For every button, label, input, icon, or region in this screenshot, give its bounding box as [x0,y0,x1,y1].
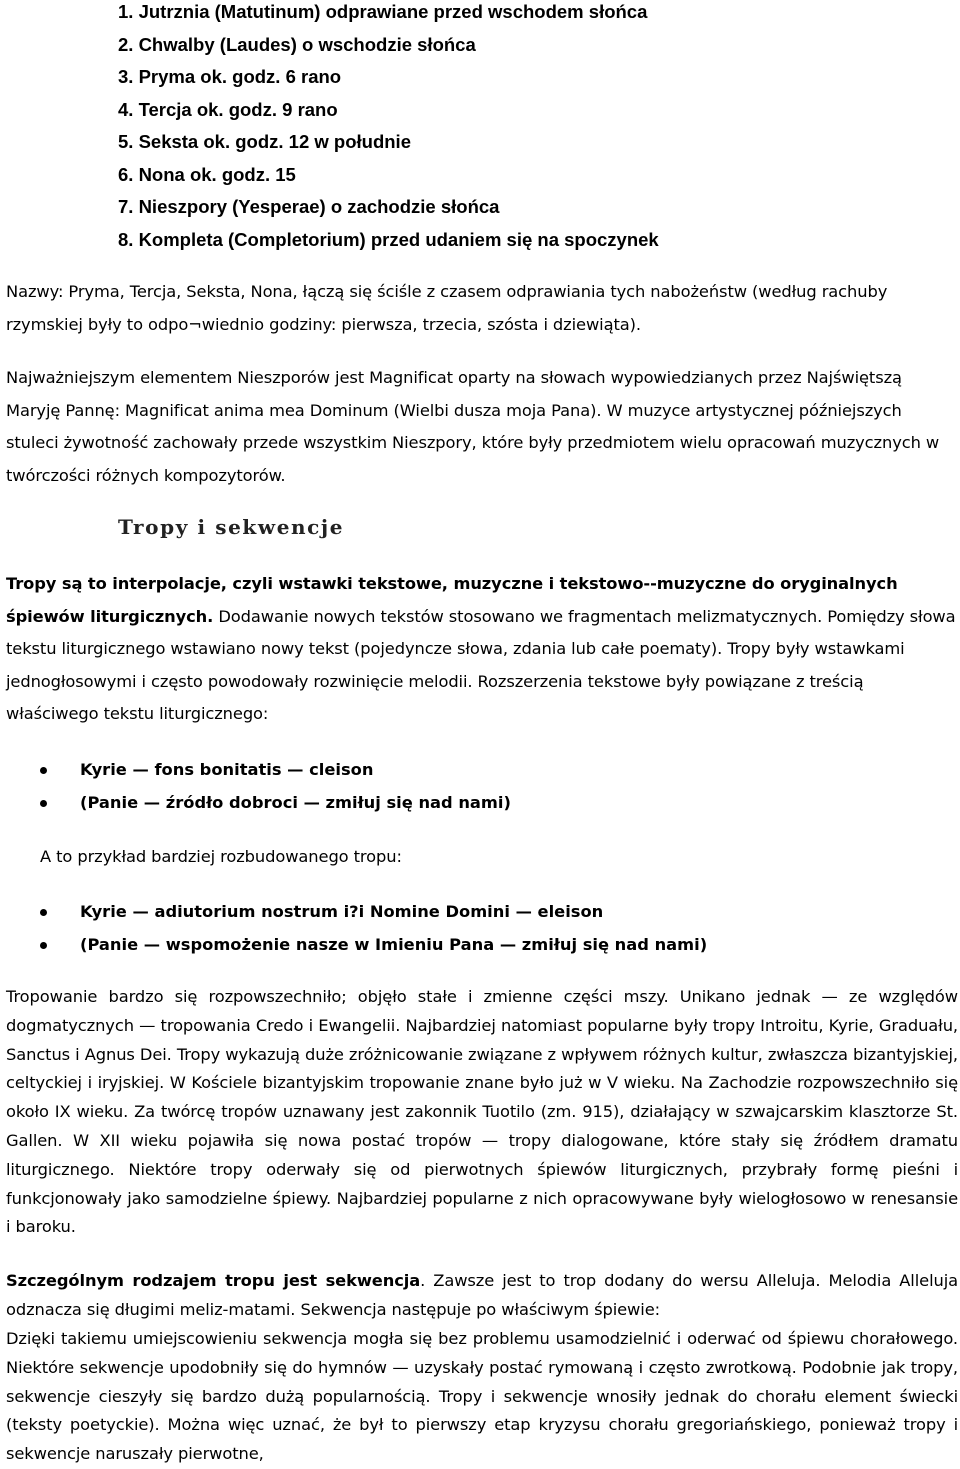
bullet-icon [40,800,47,807]
paragraph-sequence [6,1267,958,1325]
example-list-1 [40,754,940,819]
example-list-2 [40,896,940,961]
paragraph-names: Nazwy: Pryma, Tercja, Seksta, Nona, łączą się ściśle z czasem odprawiania tych nabożeństw (według rachuby rzymskiej były to odpo¬wiednio godziny: pierwsza, trzecia, szósta i dziewiąta). [6,282,888,334]
tropes-description: Dodawanie nowych tekstów stosowano we fragmentach melizmatycznych. Pomiędzy słowa tekstu liturgicznego wstawiano nowy tekst (pojedyncze słowa, zdania lub całe poematy). Tropy były wstawkami jednogłosowymi i często powodowały rozwinięcie melodii. Rozszerzenia tekstowe były powiązane z treścią właściwego tekstu liturgicznego: [6,606,956,724]
example-text: (Panie — wspomożenie nasze w Imieniu Pana — zmiłuj się nad nami) [80,934,708,954]
list-item: 8. Kompleta (Completorium) przed udaniem się na spoczynek [118,228,659,250]
tropes-definition: Tropy są to interpolacje, czyli wstawki tekstowe, muzyczne i tekstowo--muzyczne do oryginalnych śpiewów liturgicznych. [6,574,898,626]
list-item: 1. Jutrznia (Matutinum) odprawiane przed wschodem słońca [118,1,648,22]
sequence-description: . Zawsze jest to trop dodany do wersu Alleluja. Melodia Alleluja odznacza się długimi meliz-matami. Sekwencja następuje po właściwym śpiewie: [6,1271,959,1319]
bullet-icon [40,767,47,774]
paragraph-tropes-intro [6,568,958,731]
section-heading: Tropy i sekwencje [118,515,345,539]
list-item [40,929,940,962]
list-item: 2. Chwalby (Laudes) o wschodzie słońca [118,33,476,55]
example-text: (Panie — źródło dobroci — zmiłuj się nad nami) [80,792,511,812]
example-2-intro: A to przykład bardziej rozbudowanego tropu: [40,847,402,866]
list-item: 6. Nona ok. godz. 15 [118,163,296,185]
list-item: 4. Tercja ok. godz. 9 rano [118,98,338,120]
canonical-hours-list [118,0,659,260]
list-item: 5. Seksta ok. godz. 12 w południe [118,131,411,152]
example-text: Kyrie — fons bonitatis — cleison [80,760,374,779]
bullet-icon [40,942,47,949]
list-item [40,896,940,929]
paragraph-sequence-2: Dzięki takiemu umiejscowieniu sekwencja mogła się bez problemu usamodzielnić i oderwać od śpiewu chorałowego. Niektóre sekwencje upodobniły się do hymnów — uzyskały postać rymowaną i często zwrotkową. Podobnie jak tropy, sekwencje cieszyły się bardzo dużą popularnością. Tropy i sekwencje wnosiły jednak do chorału element świecki (teksty poetyckie). Można więc uznać, że był to pierwszy etap kryzysu chorału gregoriańskiego, ponieważ tropy i sekwencje naruszały pierwotne, [6,1329,958,1464]
paragraph-vespers: Najważniejszym elementem Nieszporów jest Magnificat oparty na słowach wypowiedzianych przez Najświętszą Maryję Pannę: Magnificat anima mea Dominum (Wielbi dusza moja Pana). W muzyce artystycznej późniejszych stuleci żywotność zachowały przede wszystkim Nieszpory, które były przedmiotem wielu opracowań muzycznych w twórczości różnych kompozytorów. [6,368,940,485]
list-item: 3. Pryma ok. godz. 6 rano [118,66,342,87]
list-item [40,754,940,787]
list-item [40,787,940,820]
sequence-definition: Szczególnym rodzajem tropu jest sekwencja [6,1271,421,1290]
example-text: Kyrie — adiutorium nostrum i?i Nomine Domini — eleison [80,902,604,921]
paragraph-history: Tropowanie bardzo się rozpowszechniło; objęło stałe i zmienne części mszy. Unikano jednak — ze względów dogmatycznych — tropowania Credo i Ewangelii. Najbardziej natomiast popularne były tropy Introitu, Kyrie, Graduału, Sanctus i Agnus Dei. Tropy wykazują duże zróżnicowanie związane z wpływem różnych kultur, zwłaszcza bizantyjskiej, celtyckiej i iryjskiej. W Kościele bizantyjskim tropowanie znane było już w V wieku. Na Zachodzie rozpowszechniło się około IX wieku. Za twórcę tropów uznawany jest zakonnik Tuotilo (zm. 915), działający w szwajcarskim klasztorze St. Gallen. W XII wieku pojawiła się nowa postać tropów — tropy dialogowane, które stały się źródłem dramatu liturgicznego. Niektóre tropy oderwały się od pierwotnych śpiewów liturgicznych, przybrały formę pieśni i funkcjonowały jako samodzielne śpiewy. Najbardziej popularne z nich opracowywane były wielogłosowo w renesansie i baroku. [6,987,958,1237]
bullet-icon [40,909,47,916]
list-item: 7. Nieszpory (Yesperae) o zachodzie słońca [118,196,500,217]
